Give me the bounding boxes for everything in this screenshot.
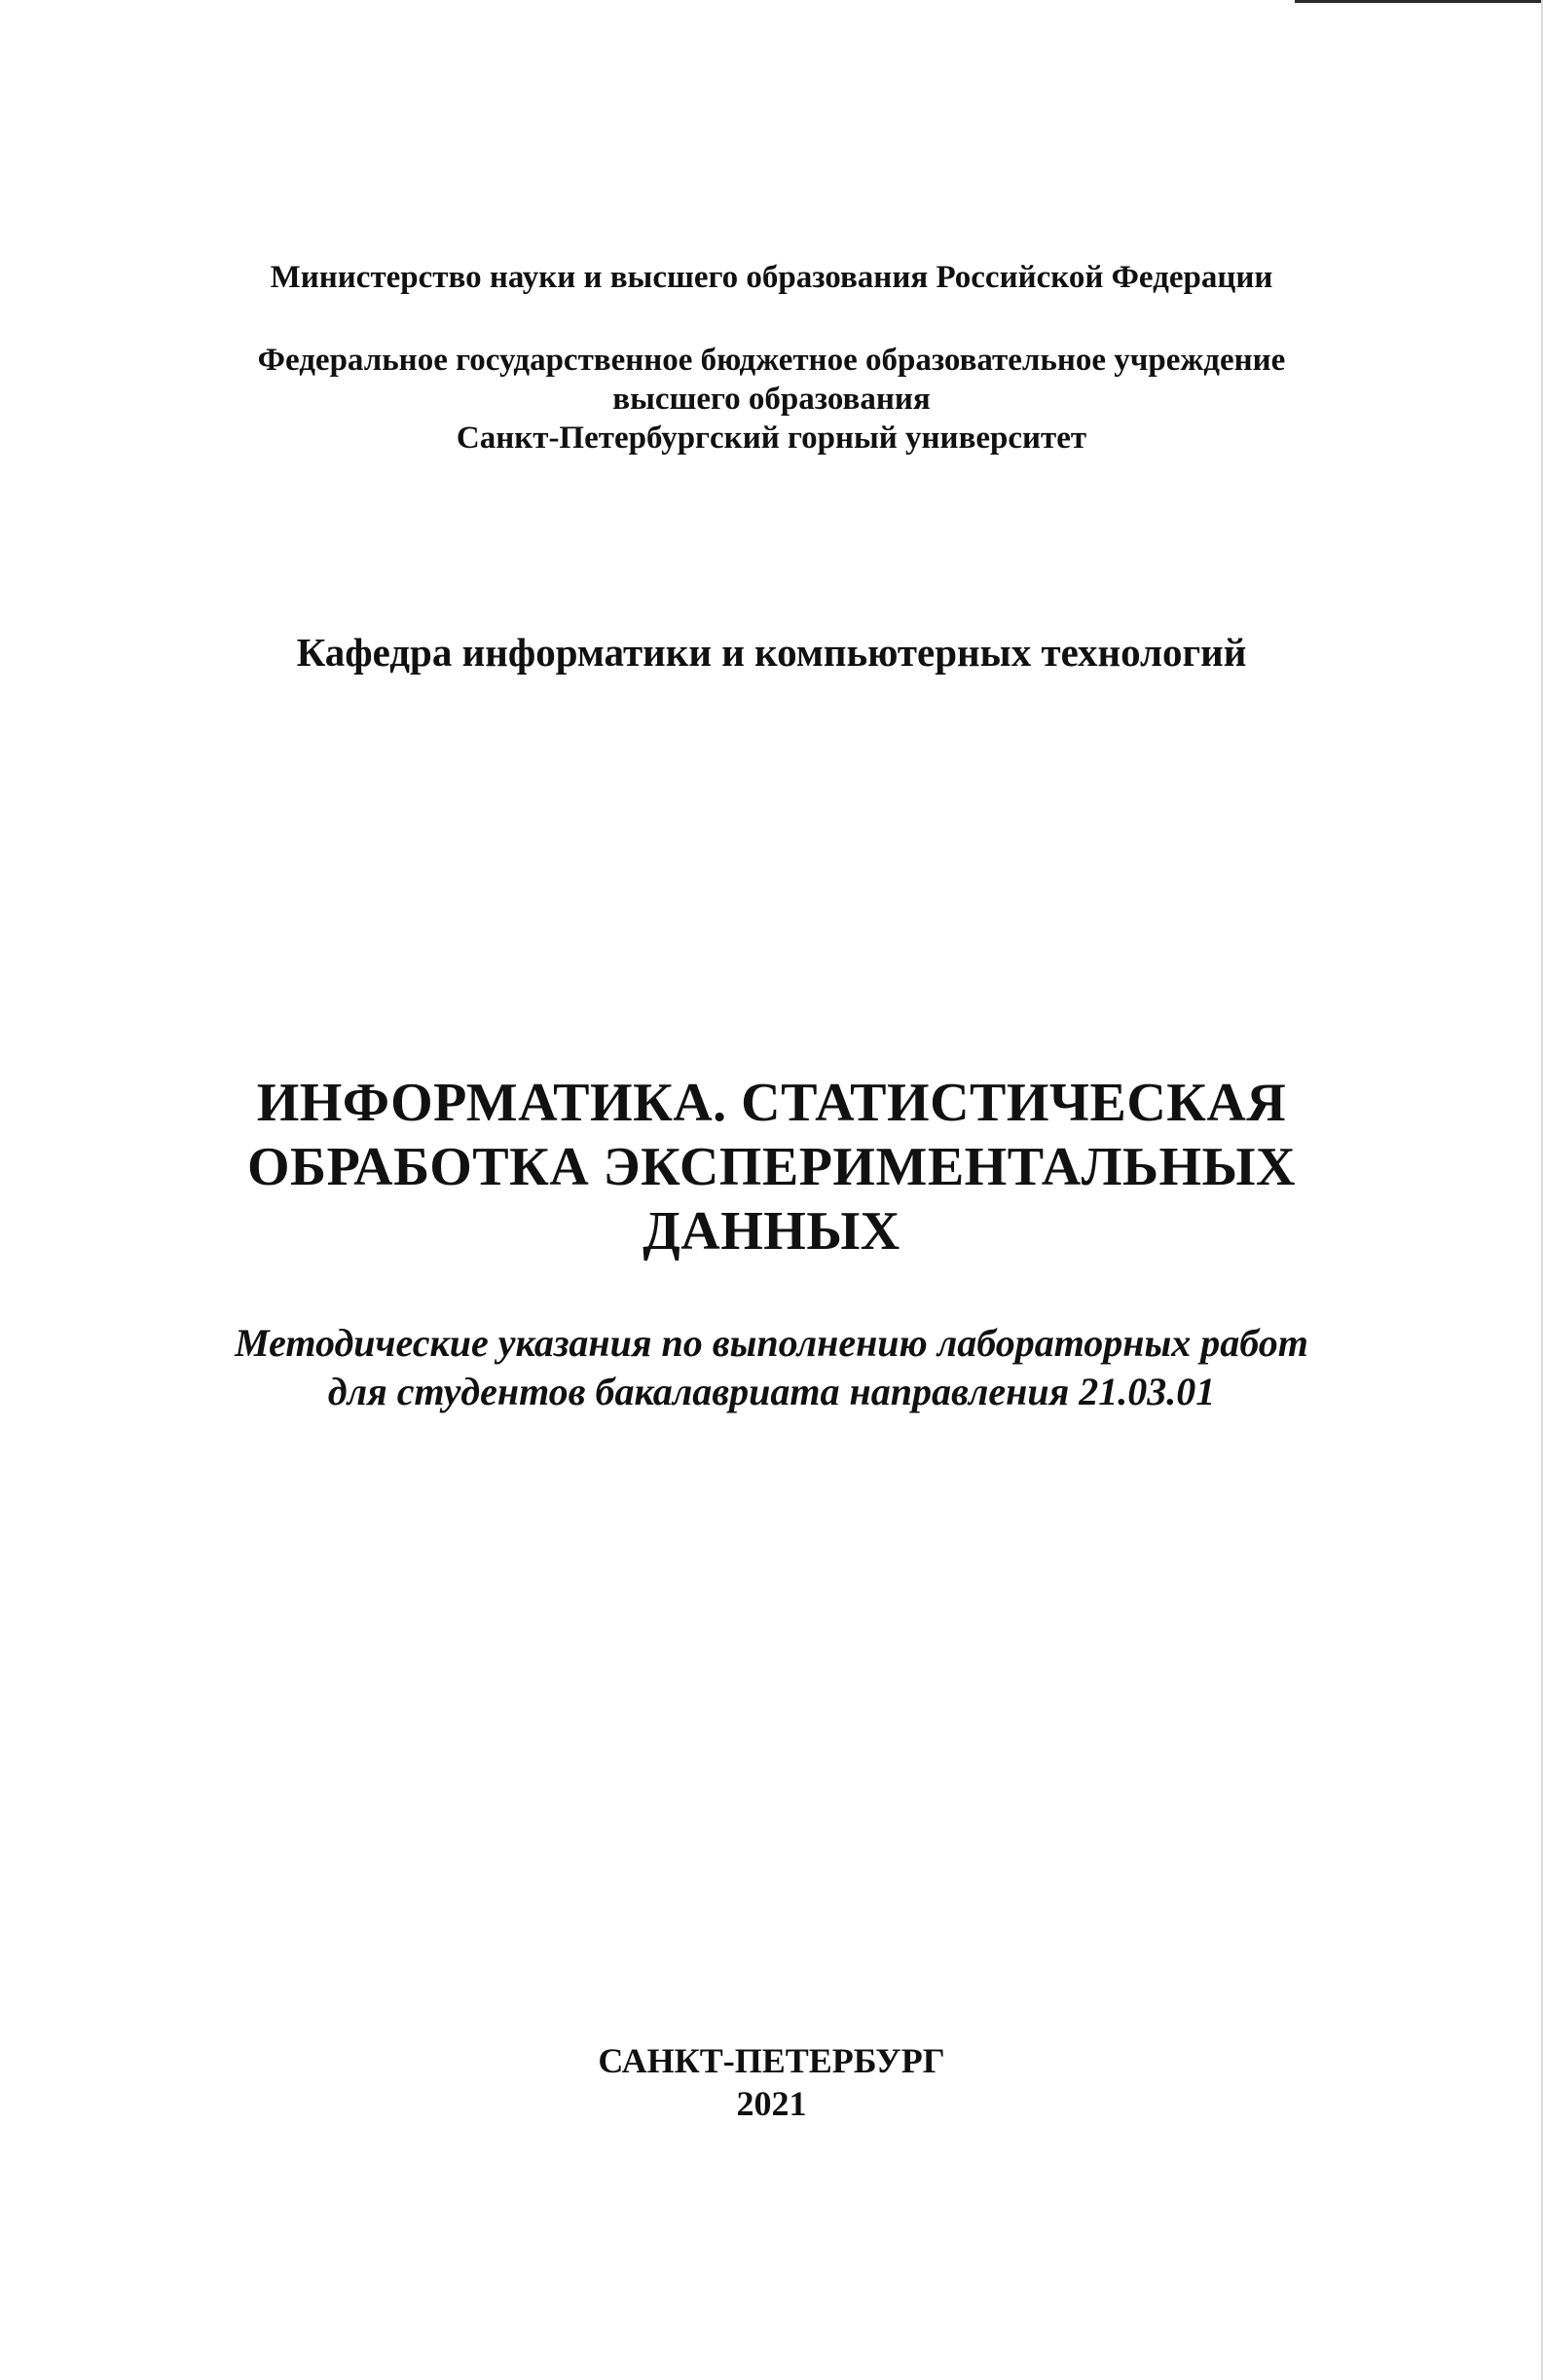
- ministry-block: [0, 258, 1543, 297]
- subtitle-block: [0, 1319, 1543, 1416]
- document-subtitle-line-1: Методические указания по выполнению лабораторных работ: [235, 1321, 1308, 1365]
- department-name: Кафедра информатики и компьютерных технологий: [296, 630, 1247, 675]
- institution-block: [0, 341, 1543, 458]
- institution-type: Федеральное государственное бюджетное образовательное учреждение: [257, 343, 1286, 378]
- ministry-name: Министерство науки и высшего образования Российской Федерации: [270, 260, 1273, 295]
- publication-city: САНКТ-ПЕТЕРБУРГ: [598, 2041, 945, 2080]
- footer-block: [0, 2039, 1543, 2125]
- document-subtitle-line-2: для студентов бакалавриата направления 21.03.01: [327, 1370, 1216, 1413]
- document-title-line-2: ОБРАБОТКА ЭКСПЕРИМЕНТАЛЬНЫХ: [247, 1137, 1296, 1197]
- title-block: [0, 1071, 1543, 1263]
- institution-level: высшего образования: [612, 382, 931, 417]
- document-title-line-1: ИНФОРМАТИКА. СТАТИСТИЧЕСКАЯ: [256, 1073, 1287, 1133]
- document-title-line-3: ДАННЫХ: [643, 1201, 900, 1262]
- publication-year: 2021: [736, 2084, 807, 2123]
- department-block: [0, 628, 1543, 677]
- scan-edge-top: [1295, 0, 1543, 3]
- institution-name: Санкт-Петербургский горный университет: [456, 421, 1087, 456]
